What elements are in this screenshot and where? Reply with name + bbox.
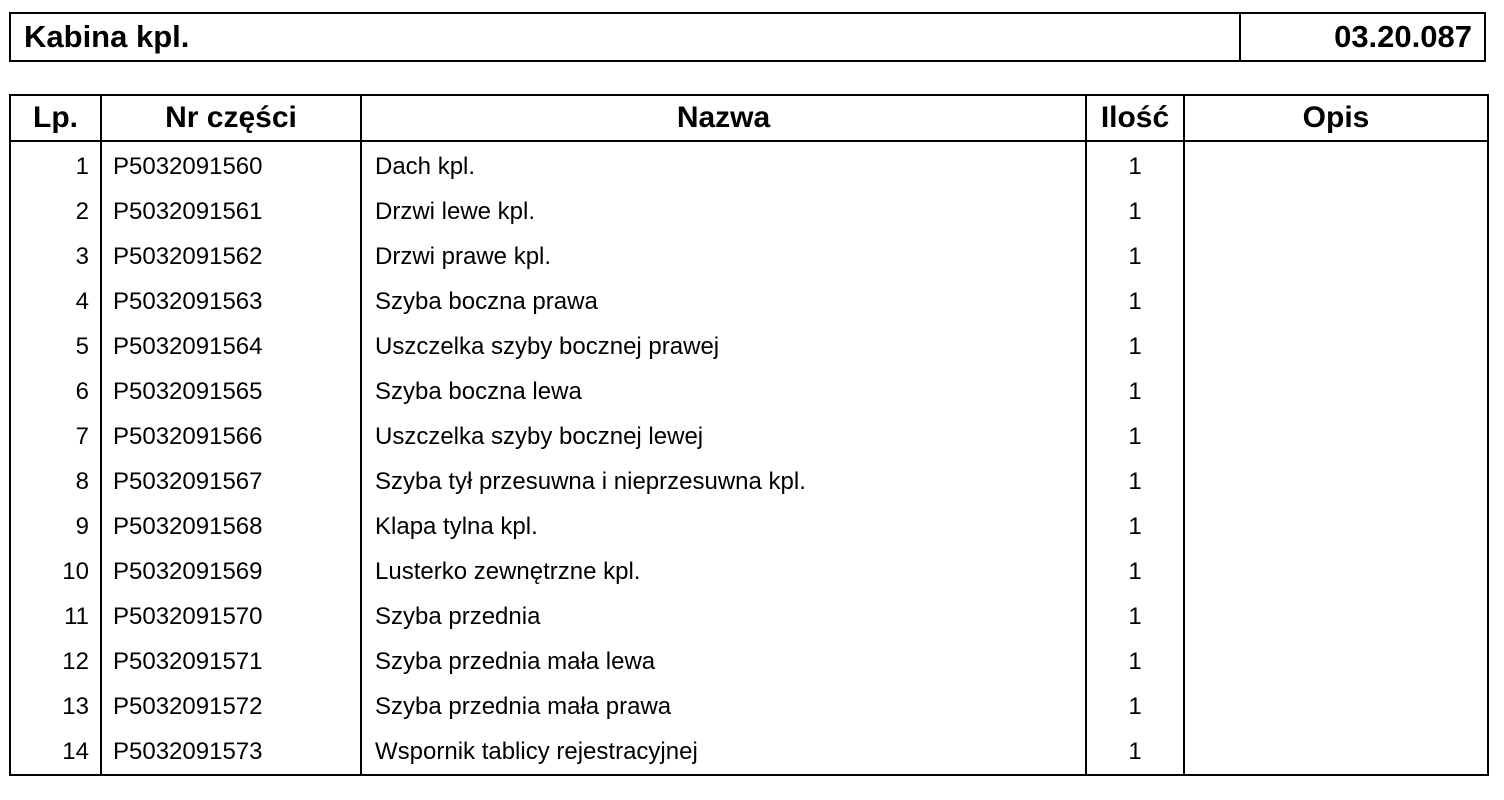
table-row [10, 234, 1488, 279]
row-number: 2 [10, 189, 101, 234]
table-body [10, 141, 1488, 775]
table-row [10, 639, 1488, 684]
part-number: P5032091564 [101, 324, 361, 369]
description [1184, 234, 1488, 279]
part-name: Drzwi prawe kpl. [361, 234, 1086, 279]
table-row [10, 369, 1488, 414]
row-number: 4 [10, 279, 101, 324]
part-name: Wspornik tablicy rejestracyjnej [361, 729, 1086, 775]
row-number: 1 [10, 141, 101, 189]
table-row [10, 729, 1488, 775]
part-name: Drzwi lewe kpl. [361, 189, 1086, 234]
part-name: Szyba boczna lewa [361, 369, 1086, 414]
part-name: Uszczelka szyby bocznej lewej [361, 414, 1086, 459]
table-row [10, 459, 1488, 504]
assembly-title: Kabina kpl. [24, 19, 190, 54]
table-header-row [10, 95, 1488, 141]
table-row [10, 504, 1488, 549]
quantity: 1 [1086, 414, 1184, 459]
description [1184, 639, 1488, 684]
row-number: 14 [10, 729, 101, 775]
part-number: P5032091565 [101, 369, 361, 414]
assembly-header [9, 12, 1486, 62]
parts-table [9, 94, 1489, 776]
quantity: 1 [1086, 369, 1184, 414]
part-number: P5032091570 [101, 594, 361, 639]
row-number: 8 [10, 459, 101, 504]
part-number: P5032091573 [101, 729, 361, 775]
quantity: 1 [1086, 504, 1184, 549]
row-number: 5 [10, 324, 101, 369]
description [1184, 729, 1488, 775]
table-row [10, 594, 1488, 639]
description [1184, 414, 1488, 459]
part-number: P5032091571 [101, 639, 361, 684]
column-header-lp: Lp. [10, 95, 101, 141]
quantity: 1 [1086, 459, 1184, 504]
quantity: 1 [1086, 729, 1184, 775]
part-name: Szyba przednia mała lewa [361, 639, 1086, 684]
part-number: P5032091568 [101, 504, 361, 549]
column-header-name: Nazwa [361, 95, 1086, 141]
quantity: 1 [1086, 234, 1184, 279]
quantity: 1 [1086, 684, 1184, 729]
row-number: 9 [10, 504, 101, 549]
table-row [10, 324, 1488, 369]
part-name: Lusterko zewnętrzne kpl. [361, 549, 1086, 594]
row-number: 6 [10, 369, 101, 414]
part-number: P5032091561 [101, 189, 361, 234]
part-name: Klapa tylna kpl. [361, 504, 1086, 549]
quantity: 1 [1086, 549, 1184, 594]
part-name: Uszczelka szyby bocznej prawej [361, 324, 1086, 369]
part-name: Szyba przednia mała prawa [361, 684, 1086, 729]
part-number: P5032091569 [101, 549, 361, 594]
quantity: 1 [1086, 594, 1184, 639]
description [1184, 504, 1488, 549]
assembly-code: 03.20.087 [1239, 14, 1484, 60]
quantity: 1 [1086, 189, 1184, 234]
quantity: 1 [1086, 639, 1184, 684]
part-number: P5032091563 [101, 279, 361, 324]
part-name: Dach kpl. [361, 141, 1086, 189]
part-number: P5032091572 [101, 684, 361, 729]
part-number: P5032091566 [101, 414, 361, 459]
description [1184, 324, 1488, 369]
table-row [10, 684, 1488, 729]
quantity: 1 [1086, 279, 1184, 324]
description [1184, 549, 1488, 594]
part-number: P5032091567 [101, 459, 361, 504]
part-number: P5032091560 [101, 141, 361, 189]
description [1184, 594, 1488, 639]
part-name: Szyba boczna prawa [361, 279, 1086, 324]
column-header-description: Opis [1184, 95, 1488, 141]
description [1184, 369, 1488, 414]
quantity: 1 [1086, 324, 1184, 369]
row-number: 12 [10, 639, 101, 684]
description [1184, 189, 1488, 234]
table-row [10, 141, 1488, 189]
part-name: Szyba tył przesuwna i nieprzesuwna kpl. [361, 459, 1086, 504]
description [1184, 684, 1488, 729]
description [1184, 141, 1488, 189]
row-number: 11 [10, 594, 101, 639]
table-row [10, 279, 1488, 324]
table-row [10, 189, 1488, 234]
part-number: P5032091562 [101, 234, 361, 279]
column-header-quantity: Ilość [1086, 95, 1184, 141]
row-number: 10 [10, 549, 101, 594]
row-number: 3 [10, 234, 101, 279]
description [1184, 279, 1488, 324]
table-row [10, 549, 1488, 594]
part-name: Szyba przednia [361, 594, 1086, 639]
row-number: 13 [10, 684, 101, 729]
description [1184, 459, 1488, 504]
row-number: 7 [10, 414, 101, 459]
quantity: 1 [1086, 141, 1184, 189]
column-header-part-number: Nr części [101, 95, 361, 141]
table-row [10, 414, 1488, 459]
